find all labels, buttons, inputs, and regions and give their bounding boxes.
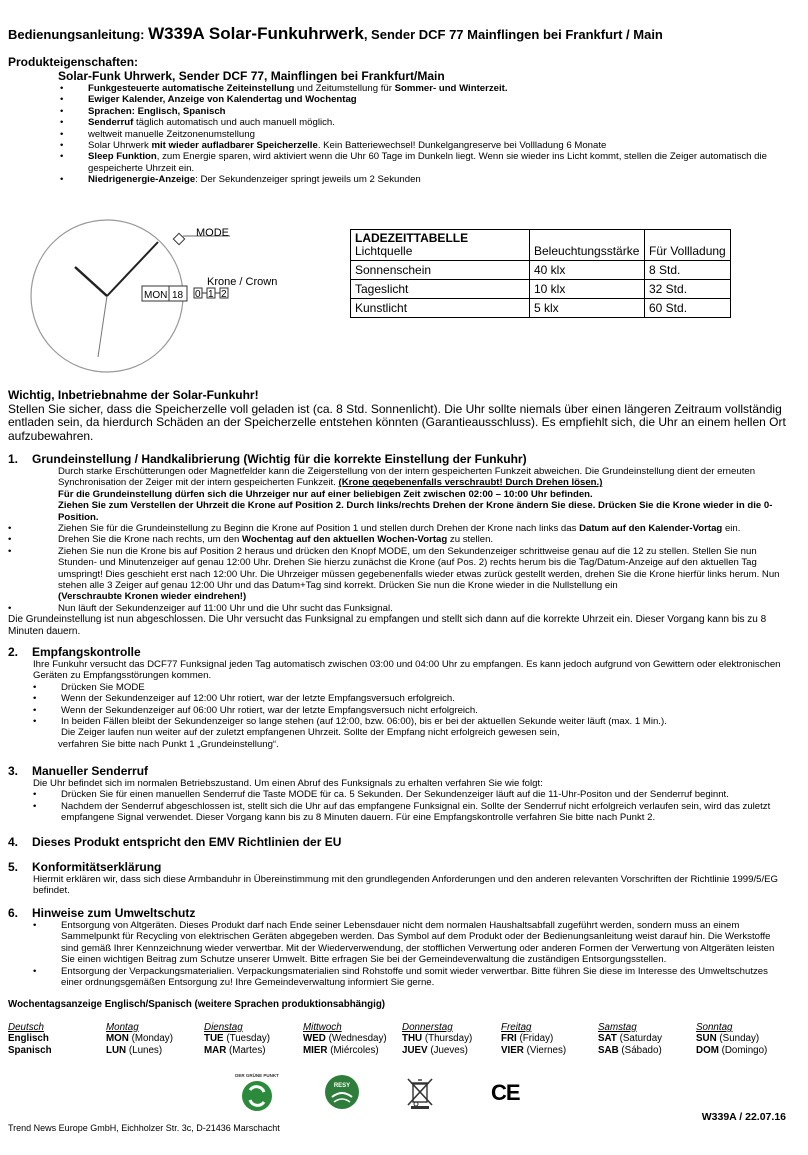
crown-pos-0: 0 [195, 289, 201, 300]
features-heading: Produkteigenschaften: [8, 55, 139, 69]
charge-time-table [350, 229, 731, 318]
section-5: 5. Konformitätserklärung Hiermit erklären wir, dass sich diese Armbanduhr in Übereinstimmung mit den grundlegenden Anforderungen und den anderen relevanten Vorschriften der Richtlinie 1999/5/EG befindet. [8, 860, 779, 897]
weekday-table [8, 1022, 767, 1056]
section-3-list [33, 789, 788, 823]
list-item: • Nachdem der Senderruf abgeschlossen ist, stellt sich die Uhr auf das empfangene Funksignal ein. Sollte der Senderruf nicht erfolgreich verlaufen sein, wird das zuletzt empfangene Signal verwendet. Dieser Vorgang kann bis zu 8 Minuten dauern. Für eine Empfangskontrolle verfahren Sie bitte nach Punkt 2. [33, 801, 788, 824]
green-dot-logo [232, 1070, 282, 1114]
document-title: Bedienungsanleitung: W339A Solar-Funkuhrwerk, Sender DCF 77 Mainflingen bei Frankfurt / Main [8, 24, 663, 43]
list-item: • Drücken Sie MODE [33, 682, 788, 693]
section-2: 2. Empfangskontrolle Ihre Funkuhr versucht das DCF77 Funksignal jeden Tag automatisch zwischen 03:00 und 04:00 Uhr zu empfangen. Es kann jedoch aufgrund von Gewittern oder elektronischen Geräten zu Empfangsstörungen kommen. • Drücken Sie MODE • Wenn der Sekundenzeiger auf 12:00 Uhr rotiert, war der letzte Empfangsversuch erfolgreich. • Wenn der Sekundenzeiger auf 06:00 Uhr rotiert, war der letzte Empfangsversuch nicht erfolgreich. • In beiden Fällen bleibt der Sekundenzeiger so lange stehen (auf 12:00, bzw. 06:00), bis er bei der aktuellen Sekunde weiter läuft (max. 1 Min.). Die Zeiger laufen nun weiter auf der zuletzt empfangenen Uhrzeit. Sollte der Empfang nicht erfolgreich gewesen sein, verfahren Sie bitte nach Punkt 1 „Grundeinstellung“. [8, 645, 798, 750]
list-item: • Ewiger Kalender, Anzeige von Kalendertag und Wochentag [60, 94, 768, 105]
section-2-list: • Drücken Sie MODE • Wenn der Sekundenzeiger auf 12:00 Uhr rotiert, war der letzte Empfangsversuch erfolgreich. • Wenn der Sekundenzeiger auf 06:00 Uhr rotiert, war der letzte Empfangsversuch nicht erfolgreich. • In beiden Fällen bleibt der Sekundenzeiger so lange stehen (auf 12:00, bzw. 06:00), bis er bei der aktuellen Sekunde weiter läuft (max. 1 Min.). Die Zeiger laufen nun weiter auf der zuletzt empfangenen Uhrzeit. Sollte der Empfang nicht erfolgreich gewesen sein, verfahren Sie bitte nach Punkt 1 „Grundeinstellung“. [33, 682, 788, 750]
section-5-heading: Konformitätserklärung [32, 860, 162, 874]
list-item: • Solar Uhrwerk mit wieder aufladbarer Speicherzelle. Kein Batteriewechsel! Dunkelgangreserve bei Vollladung 6 Monate [60, 140, 768, 151]
weee-bin-icon [405, 1075, 435, 1109]
table-row: Englisch MON (Monday) TUE (Tuesday) WED (Wednesday) THU (Thursday) FRI (Friday) SAT (Saturday SUN (Sunday) [8, 1033, 760, 1045]
second-hand [98, 296, 107, 357]
features-subheading: Solar-Funk Uhrwerk, Sender DCF 77, Mainflingen bei Frankfurt/Main [58, 69, 445, 83]
company-address: Trend News Europe GmbH, Eichholzer Str. 3c, D-21436 Marschacht [8, 1123, 280, 1133]
section-2-heading: Empfangskontrolle [32, 645, 141, 659]
important-section [8, 389, 798, 443]
important-text: Stellen Sie sicher, dass die Speicherzelle voll geladen ist (ca. 8 Std. Sonnenlicht). Die Uhr sollte niemals über einen längeren Zeitraum vollständig entladen sein, da hierdurch Schäden an der Speicherzelle entstehen könnten (Garantieausschluss). Es empfiehlt sich, die Uhr an einem hellen Ort aufzubewahren. [8, 401, 786, 443]
list-item: • Drehen Sie die Krone nach rechts, um den Wochentag auf den aktuellen Wochen-Vortag zu stellen. [8, 534, 790, 545]
table-row: Deutsch Montag Dienstag Mittwoch Donnerstag Freitag Samstag Sonntag [8, 1022, 733, 1033]
ce-mark: CE [491, 1080, 520, 1105]
important-heading: Wichtig, Inbetriebnahme der Solar-Funkuhr! [8, 388, 259, 402]
weekdays-heading: Wochentagsanzeige Englisch/Spanisch (weitere Sprachen produktionsabhängig) [8, 999, 386, 1010]
document-id: W339A / 22.07.16 [701, 1111, 786, 1123]
list-item: • Drücken Sie für einen manuellen Senderruf die Taste MODE für ca. 5 Sekunden. Der Sekundenzeiger läuft auf die 11-Uhr-Positon und der Senderruf beginnt. [33, 789, 788, 800]
list-item: • Ziehen Sie für die Grundeinstellung zu Beginn die Krone auf Position 1 und stellen durch Drehen der Krone nach links das Datum auf den Kalender-Vortag ein. [8, 523, 790, 534]
list-item: • Sleep Funktion, zum Energie sparen, wird aktiviert wenn die Uhr 60 Tage im Dunkeln liegt. Wenn sie wieder ins Licht kommt, stellen die Zeiger automatisch die gespeicherte Uhrzeit ein. [60, 151, 768, 174]
svg-text:DER GRÜNE PUNKT: DER GRÜNE PUNKT [235, 1073, 279, 1078]
model-title: W339A Solar-Funkuhrwerk [148, 24, 364, 43]
crown-pos-2: 2 [221, 289, 227, 300]
charge-table-title: LADEZEITTABELLE [355, 231, 469, 245]
list-item: • Ziehen Sie nun die Krone bis auf Position 2 heraus und drücken den Knopf MODE, um den Sekundenzeiger schrittweise genau auf die 12 zu stellen. Stellen Sie nun Stunden- und Minutenzeiger auf genau 12:00 Uhr. Drehen Sie hierzu zunächst die Krone (auf Pos. 2) rechts herum bis die Tag/Datum-Anzeige auf den aktuellen Tag umspringt! Dies geschieht erst nach 12:00 Uhr. Die Uhrzeiger müssen gegebenenfalls wieder etwas zurück gestellt werden, drehen Sie die Krone hierfür links herum. Nun stehen alle 3 Zeiger auf genau 12:00 Uhr und das Datum+Tag sind korrekt. Drücken Sie nun die Krone wieder in die Nullstellung ein (Verschraubte Kronen wieder eindrehen!) [8, 546, 790, 603]
mode-label: MODE [196, 227, 229, 239]
list-item: • Sprachen: Englisch, Spanisch [60, 106, 768, 117]
features-list [60, 83, 768, 186]
svg-text:RESY: RESY [333, 1083, 351, 1089]
list-item: • Entsorgung der Verpackungsmaterialien. Verpackungsmaterialien sind Rohstoffe und somit wieder verwertbar. Bitte führen Sie diese im Interesse des Umweltschutzes einer ordnungsgemäßen Entsorgung zu! Ihre Gemeindeverwaltung informiert Sie gerne. [33, 966, 788, 989]
table-row: Tageslicht 10 klx 32 Std. [351, 280, 731, 299]
section-3: 3. Manueller Senderruf Die Uhr befindet sich im normalen Betriebszustand. Um einen Abruf des Funksignals zu erhalten verfahren Sie wie folgt: • Drücken Sie für einen manuellen Senderruf die Taste MODE für ca. 5 Sekunden. Der Sekundenzeiger läuft auf die 11-Uhr-Positon und der Senderruf beginnt. • Nachdem der Senderruf abgeschlossen ist, stellt sich die Uhr auf das empfangene Funksignal ein. Sollte der Senderruf nicht erfolgreich verlaufen sein, wird das zuletzt empfangene Signal verwendet. Dieser Vorgang kann bis zu 8 Minuten dauern. Für eine Empfangskontrolle verfahren Sie bitte nach Punkt 2. [8, 764, 798, 824]
section-4: 4. Dieses Produkt entspricht den EMV Richtlinien der EU [8, 835, 342, 849]
section-6-list [33, 920, 788, 988]
section-6-heading: Hinweise zum Umweltschutz [32, 906, 196, 920]
watch-diagram [30, 212, 300, 380]
section-1: 1. Grundeinstellung / Handkalibrierung (Wichtig für die korrekte Einstellung der Funkuhr) Durch starke Erschütterungen oder Magnetfelder kann die Zeigerstellung von der intern gespeicherten Funkzeit abweichen. Die Grundeinstellung dient der erneuten Synchronisation der Zeiger mit der intern gespeicherten Funkzeit. (Krone gegebenenfalls verschraubt! Durch Drehen lösen.) Für die Grundeinstellung dürfen sich die Uhrzeiger nur auf einer beliebigen Zeit zwischen 02:00 – 10:00 Uhr befinden. Ziehen Sie zum Verstellen der Uhrzeit die Krone auf Position 2. Durch links/rechts Drehen der Krone ändern Sie diese. Drücken Sie die Krone wieder in die 0-Position. • Ziehen Sie für die Grundeinstellung zu Beginn die Krone auf Position 1 und stellen durch Drehen der Krone nach links das Datum auf den Kalender-Vortag ein. • Drehen Sie die Krone nach rechts, um den Wochentag auf den aktuellen Wochen-Vortag zu stellen. • Ziehen Sie nun die Krone bis auf Position 2 heraus und drücken den Knopf MODE, um den Sekundenzeiger schrittweise genau auf die 12 zu stellen. Stellen Sie nun Stunden- und Minutenzeiger auf genau 12:00 Uhr. Drehen Sie hierzu zunächst die Krone (auf Pos. 2) rechts herum bis die Tag/Datum-Anzeige auf den aktuellen Tag umspringt! Dies geschieht erst nach 12:00 Uhr. Die Uhrzeiger müssen gegebenenfalls wieder etwas zurück gestellt werden, drehen Sie die Krone hierfür links herum. Nun stehen alle 3 Zeiger auf genau 12:00 Uhr und das Datum+Tag sind korrekt. Drücken Sie nun die Krone wieder in die Nullstellung ein (Verschraubte Kronen wieder eindrehen!) • Nun läuft der Sekundenzeiger auf 11:00 Uhr und die Uhr sucht das Funksignal. Die Grundeinstellung ist nun abgeschlossen. Die Uhr versucht das Funksignal zu empfangen und stellt sich dann auf die korrekte Uhrzeit ein. Dieser Vorgang kann bis zu 8 Minuten dauern. [8, 452, 798, 637]
section-1-list [8, 523, 790, 614]
day-display: MON [144, 290, 168, 301]
mode-button [173, 233, 184, 244]
table-row: Spanisch LUN (Lunes) MAR (Martes) MIER (Miércoles) JUEV (Jueves) VIER (Viernes) SAB (Sábado) DOM (Domingo) [8, 1044, 768, 1056]
resy-logo [322, 1073, 362, 1111]
list-item: • Nun läuft der Sekundenzeiger auf 11:00 Uhr und die Uhr sucht das Funksignal. [8, 603, 790, 614]
section-1-heading: Grundeinstellung / Handkalibrierung (Wichtig für die korrekte Einstellung der Funkuhr) [32, 452, 527, 466]
list-item: • Funkgesteuerte automatische Zeiteinstellung und Zeitumstellung für Sommer- und Winterzeit. [60, 83, 768, 94]
hour-hand [75, 267, 107, 296]
list-item: • Senderruf täglich automatisch und auch manuell möglich. [60, 117, 768, 128]
features-section [8, 55, 798, 186]
list-item: • weltweit manuelle Zeitzonenumstellung [60, 129, 768, 140]
section-4-heading: Dieses Produkt entspricht den EMV Richtlinien der EU [32, 835, 342, 849]
table-row: Sonnenschein 40 klx 8 Std. [351, 261, 731, 280]
list-item: • Niedrigenergie-Anzeige: Der Sekundenzeiger springt jeweils um 2 Sekunden [60, 174, 768, 185]
crown-pos-1: 1 [208, 289, 214, 300]
list-item: • Wenn der Sekundenzeiger auf 06:00 Uhr rotiert, war der letzte Empfangsversuch nicht erfolgreich. [33, 705, 788, 716]
list-item: • Wenn der Sekundenzeiger auf 12:00 Uhr rotiert, war der letzte Empfangsversuch erfolgreich. [33, 693, 788, 704]
list-item: • In beiden Fällen bleibt der Sekundenzeiger so lange stehen (auf 12:00, bzw. 06:00), bis er bei der aktuellen Sekunde weiter läuft (max. 1 Min.). [33, 716, 788, 727]
section-6: 6. Hinweise zum Umweltschutz • Entsorgung von Altgeräten. Dieses Produkt darf nach Ende seiner Lebensdauer nicht dem normalen Haushaltsabfall zugeführt werden, sondern muss an einem Sammelpunkt für Recycling von elektrischen Geräten abgegeben werden. Das Symbol auf dem Produkt oder der Bedienungsanleitung weist darauf hin. Die Werkstoffe sind gemäß Ihrer Kennzeichnung wieder verwertbar. Mit der Wiederverwendung, der stofflichen Verwertung oder anderen Formen der Verwertung von Altgeräten leisten Sie einen wichtigen Beitrag zum Schutze unserer Umwelt. Bitte erfragen Sie bei der Gemeindeverwaltung die zuständigen Entsorgungsstellen. • Entsorgung der Verpackungsmaterialien. Verpackungsmaterialien sind Rohstoffe und somit wieder verwertbar. Bitte führen Sie diese im Interesse des Umweltschutzes einer ordnungsgemäßen Entsorgung zu! Ihre Gemeindeverwaltung informiert Sie gerne. [8, 906, 798, 988]
table-row: Kunstlicht 5 klx 60 Std. [351, 299, 731, 318]
list-item: • Entsorgung von Altgeräten. Dieses Produkt darf nach Ende seiner Lebensdauer nicht dem normalen Haushaltsabfall zugeführt werden, sondern muss an einem Sammelpunkt für Recycling von elektrischen Geräten abgegeben werden. Das Symbol auf dem Produkt oder der Bedienungsanleitung weist darauf hin. Die Werkstoffe sind gemäß Ihrer Kennzeichnung wieder verwertbar. Mit der Wiederverwendung, der stofflichen Verwertung oder anderen Formen der Verwertung von Altgeräten leisten Sie einen wichtigen Beitrag zum Schutze unserer Umwelt. Bitte erfragen Sie bei der Gemeindeverwaltung die zuständigen Entsorgungsstellen. [33, 920, 788, 966]
section-3-heading: Manueller Senderruf [32, 764, 149, 778]
crown-label: Krone / Crown [207, 276, 278, 288]
table-row: LADEZEITTABELLE Lichtquelle Beleuchtungsstärke Für Vollladung [351, 230, 731, 261]
date-display: 18 [172, 290, 184, 301]
